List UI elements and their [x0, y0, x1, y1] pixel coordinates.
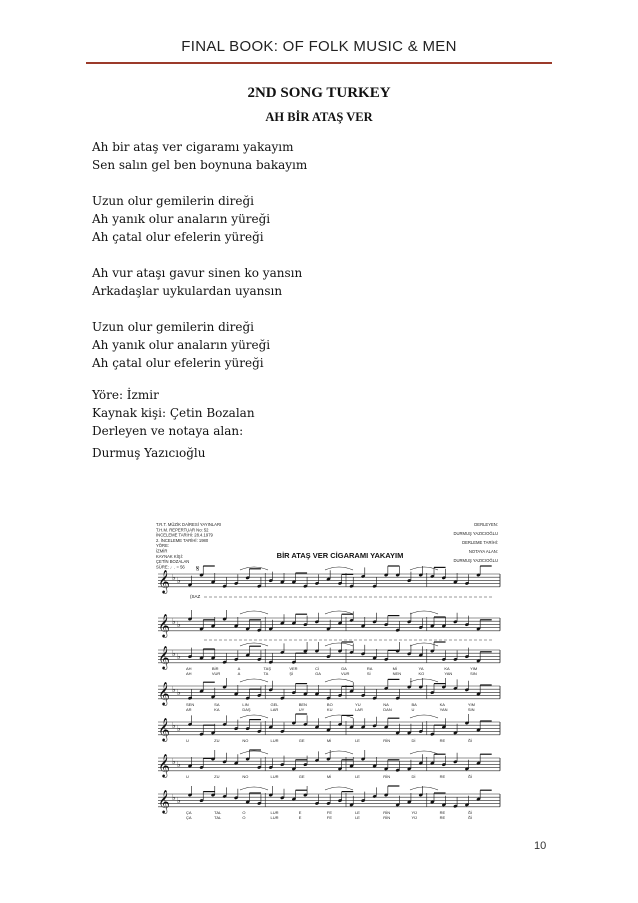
region-credit: Yöre: İzmir	[92, 388, 159, 402]
score-syllable: Mİ	[326, 738, 332, 743]
score-syllable: Şİ	[289, 671, 294, 676]
score-right-info	[453, 522, 498, 563]
flat-icon: ♭	[177, 652, 181, 661]
score-syllable: A	[237, 666, 241, 671]
treble-clef-icon: 𝄞	[158, 615, 170, 637]
score-syllable: A	[237, 671, 241, 676]
staff	[158, 610, 500, 638]
score-syllable: YAN	[444, 671, 453, 676]
score-syllable: TAL	[214, 815, 222, 820]
score-syllable: LE	[355, 774, 360, 779]
score-syllable: LUR	[270, 815, 279, 820]
lyric-line: Sen salın gel ben boynuna bakayım	[92, 158, 308, 172]
treble-clef-icon: 𝄞	[158, 571, 170, 593]
score-syllable: U	[186, 738, 189, 743]
score-syllable: YU	[355, 702, 361, 707]
sheet-music-svg	[150, 518, 506, 848]
lyric-line: Ah yanık olur anaların yüreği	[92, 212, 271, 226]
lyric-line: Ah vur ataşı gavur sinen ko yansın	[92, 266, 303, 280]
score-syllable: LUR	[270, 738, 279, 743]
score-syllable: TAŞ	[263, 666, 271, 671]
flat-icon: ♭	[172, 573, 176, 582]
score-syllable: AH	[186, 666, 192, 671]
score-syllable: KU	[326, 707, 333, 712]
score-syllable: SIN	[470, 671, 477, 676]
score-syllable: RE	[439, 810, 446, 815]
score-syllable: SEN	[186, 702, 195, 707]
score-syllable: LAR	[355, 707, 363, 712]
score-syllable: BİR	[211, 666, 219, 671]
score-syllable: NO	[242, 738, 249, 743]
score-syllable: BA	[411, 702, 417, 707]
score-syllable: KA	[444, 666, 450, 671]
score-syllable: Mİ	[326, 774, 332, 779]
score-syllable: DAŞ	[242, 707, 251, 712]
score-syllable: LUR	[270, 810, 279, 815]
score-syllable: ZU	[214, 774, 220, 779]
score-syllable: NA	[383, 702, 389, 707]
score-syllable: LAR	[270, 707, 279, 712]
score-syllable: KA	[439, 702, 445, 707]
lyrics	[92, 138, 552, 390]
score-syllable: GA	[315, 671, 321, 676]
segno-icon: 𝄋	[196, 564, 200, 573]
score-info-text: DURMUŞ YAZICIOĞLU	[453, 531, 498, 536]
header-rule	[86, 62, 552, 64]
score-syllable: NO	[242, 774, 249, 779]
score-title: BİR ATAŞ VER CİGARAMI YAKAYIM	[276, 551, 404, 560]
score-syllable: VUR	[341, 671, 350, 676]
score-syllable: Ğİ	[467, 810, 473, 815]
stanza-1	[92, 138, 552, 174]
flat-icon: ♭	[172, 649, 176, 658]
score-info-text: NOTAYA ALAN:	[468, 549, 498, 554]
staff	[158, 566, 500, 594]
flat-icon: ♭	[177, 796, 181, 805]
sheet-music-image	[150, 518, 506, 848]
score-syllable: Cİ	[315, 666, 320, 671]
score-syllable: ÇA	[186, 815, 192, 820]
score-syllable: O	[242, 810, 246, 815]
running-header: FINAL BOOK: OF FOLK MUSIC & MEN	[181, 38, 457, 55]
score-syllable: Ğİ	[467, 738, 473, 743]
score-syllable: GA	[341, 666, 347, 671]
score-syllable: ZU	[214, 738, 220, 743]
score-syllable: LE	[355, 738, 360, 743]
flat-icon: ♭	[172, 793, 176, 802]
score-syllable: YIM	[470, 666, 478, 671]
collector-credit: Derleyen ve notaya alan:	[92, 424, 244, 438]
score-syllable: YA	[418, 666, 424, 671]
score-syllable: TA	[263, 671, 269, 676]
score-info-text: İNCELEME TARİHİ: 28.4.1979	[156, 532, 213, 538]
score-syllable: VUR	[211, 671, 221, 676]
lyric-line: Uzun olur gemilerin direği	[92, 194, 254, 208]
score-syllable: RİN	[383, 815, 391, 820]
song-heading: 2ND SONG TURKEY	[247, 85, 391, 101]
flat-icon: ♭	[172, 685, 176, 694]
score-syllable: LUR	[270, 774, 279, 779]
score-syllable: O	[242, 815, 246, 820]
score-syllable: YÜ	[411, 810, 418, 815]
flat-icon: ♭	[177, 576, 181, 585]
credits	[92, 386, 255, 462]
score-syllable: Ğİ	[467, 774, 473, 779]
score-syllable: FE	[326, 810, 333, 815]
score-syllable: AH	[186, 671, 192, 676]
score-syllable: GEL	[270, 702, 279, 707]
score-syllable: E	[298, 815, 302, 820]
stanza-3	[92, 264, 552, 300]
score-syllable: GE	[298, 738, 305, 743]
score-syllable: KA	[214, 707, 220, 712]
score-syllable: U	[411, 707, 415, 712]
score-syllable: Mİ	[392, 666, 398, 671]
score-syllable: RE	[439, 815, 446, 820]
score-syllable: Ğİ	[467, 815, 473, 820]
stanza-2	[92, 192, 552, 246]
score-syllable: RE	[439, 738, 446, 743]
score-syllable: YAN	[439, 707, 448, 712]
score-syllable: BEN	[298, 702, 307, 707]
score-syllable: YÜ	[411, 815, 418, 820]
song-title: AH BİR ATAŞ VER	[265, 110, 373, 124]
flat-icon: ♭	[177, 760, 181, 769]
score-syllable: YIM	[467, 702, 475, 707]
lyric-line: Ah yanık olur anaların yüreği	[92, 338, 271, 352]
source-credit: Kaynak kişi: Çetin Bozalan	[92, 406, 255, 420]
score-syllable: DAN	[383, 707, 392, 712]
score-info-text: İZMİR	[156, 548, 168, 554]
score-syllable: ÇA	[186, 810, 192, 815]
score-info-text: DERLEME TARİHİ:	[462, 540, 498, 545]
flat-icon: ♭	[172, 757, 176, 766]
flat-icon: ♭	[177, 620, 181, 629]
treble-clef-icon: 𝄞	[158, 683, 170, 705]
score-info-text: DURMUŞ YAZICIOĞLU	[453, 558, 498, 563]
score-info-text: KAYNAK KİŞİ:	[156, 553, 183, 559]
page-number: 10	[534, 840, 547, 852]
score-syllable: FE	[326, 815, 333, 820]
score-syllable: RİN	[383, 738, 391, 743]
score-info-text: ÇETİN BOZALAN	[156, 559, 190, 565]
score-syllable: SA	[214, 702, 220, 707]
score-syllable: Sİ	[366, 671, 371, 676]
lyric-line: Uzun olur gemilerin direği	[92, 320, 254, 334]
score-info-text: SÜRE: ♩. = 56	[156, 564, 185, 570]
score-syllable: GE	[298, 774, 305, 779]
score-syllable: BO	[326, 702, 333, 707]
score-info-text: YÖRE:	[156, 543, 170, 549]
stanza-4	[92, 318, 552, 372]
score-syllable: RA	[366, 666, 373, 671]
score-info-text: T.R.T. MÜZİK DAİRESİ YAYINLARI	[156, 522, 222, 527]
treble-clef-icon: 𝄞	[158, 719, 170, 741]
score-info-text: DERLEYEN:	[474, 522, 498, 527]
score-syllable: AR	[186, 707, 192, 712]
score-syllable: RİN	[383, 774, 391, 779]
lyric-line: Ah çatal olur efelerin yüreği	[92, 356, 264, 370]
collector-name: Durmuş Yazıcıoğlu	[92, 446, 206, 460]
flat-icon: ♭	[177, 724, 181, 733]
flat-icon: ♭	[172, 721, 176, 730]
score-info-text: T.H.M. REPERTUAR No: 52	[156, 527, 209, 533]
score-syllable: LE	[355, 810, 360, 815]
score-syllable: LE	[355, 815, 360, 820]
lyric-line: Ah bir ataş ver cigaramı yakayım	[92, 140, 294, 154]
score-syllable: Dİ	[411, 738, 416, 743]
treble-clef-icon: 𝄞	[158, 791, 170, 813]
score-syllable: TAL	[214, 810, 222, 815]
score-syllable: RİN	[383, 810, 391, 815]
saz-label: (SAZ	[190, 594, 201, 599]
score-syllable: E	[298, 810, 302, 815]
score-syllable: SIN	[467, 707, 475, 712]
score-syllable: NEN	[392, 671, 402, 676]
score-left-info	[156, 522, 221, 569]
treble-clef-icon: 𝄞	[158, 647, 170, 669]
lyric-line: Arkadaşlar uykulardan uyansın	[92, 284, 283, 298]
score-syllable: KO	[418, 671, 425, 676]
staves	[158, 564, 500, 820]
flat-icon: ♭	[172, 617, 176, 626]
score-syllable: VER	[289, 666, 298, 671]
score-info-text: 2. İNCELEME TARİHİ: 1980	[156, 537, 209, 543]
flat-icon: ♭	[177, 688, 181, 697]
lyric-line: Ah çatal olur efelerin yüreği	[92, 230, 264, 244]
score-syllable: LIN	[242, 702, 249, 707]
score-syllable: RE	[439, 774, 446, 779]
score-syllable: U	[186, 774, 189, 779]
score-syllable: UY	[298, 707, 305, 712]
score-syllable: Dİ	[411, 774, 416, 779]
treble-clef-icon: 𝄞	[158, 755, 170, 777]
